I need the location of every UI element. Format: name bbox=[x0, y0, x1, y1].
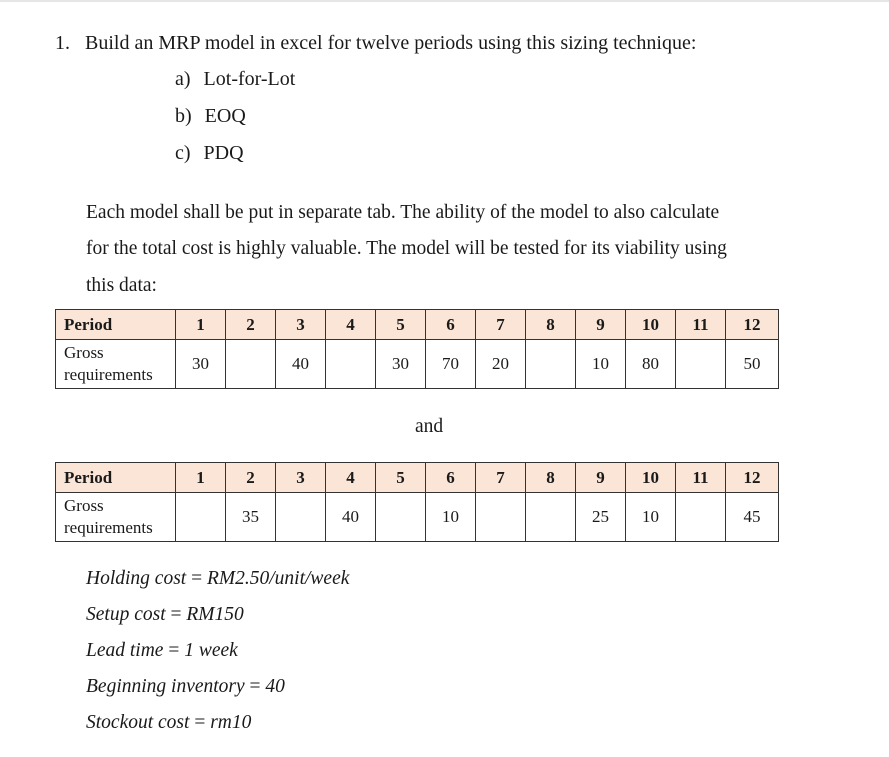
requirement-cell bbox=[376, 493, 426, 542]
gross-label-line-2: requirements bbox=[64, 518, 153, 537]
and-connector: and bbox=[415, 416, 444, 437]
period-cell: 11 bbox=[676, 463, 726, 493]
table-1-period-row bbox=[56, 310, 779, 340]
question-text: Build an MRP model in excel for twelve periods using this sizing technique: bbox=[85, 32, 697, 54]
period-cell: 4 bbox=[326, 310, 376, 340]
requirement-cell bbox=[276, 493, 326, 542]
period-cell: 9 bbox=[576, 463, 626, 493]
period-label: Period bbox=[56, 310, 176, 340]
equals-sign: = bbox=[191, 568, 203, 589]
requirement-cell bbox=[476, 493, 526, 542]
requirement-cell: 20 bbox=[476, 340, 526, 389]
option-a bbox=[175, 68, 295, 91]
gross-requirements-label bbox=[56, 493, 176, 542]
question-heading bbox=[55, 32, 696, 55]
requirement-cell: 40 bbox=[276, 340, 326, 389]
beginning-inventory-value: 40 bbox=[265, 676, 285, 697]
requirement-cell: 10 bbox=[426, 493, 476, 542]
period-cell: 2 bbox=[226, 310, 276, 340]
period-cell: 2 bbox=[226, 463, 276, 493]
option-a-marker: a) bbox=[175, 68, 191, 90]
requirement-cell: 30 bbox=[176, 340, 226, 389]
setup-cost-name: Setup cost bbox=[86, 604, 166, 625]
period-cell: 6 bbox=[426, 463, 476, 493]
requirement-cell bbox=[526, 340, 576, 389]
requirement-cell: 25 bbox=[576, 493, 626, 542]
stockout-cost-name: Stockout cost bbox=[86, 712, 190, 733]
equals-sign: = bbox=[168, 640, 180, 661]
stockout-cost-value: rm10 bbox=[210, 712, 252, 733]
gross-requirements-label bbox=[56, 340, 176, 389]
option-c-label: PDQ bbox=[203, 142, 244, 164]
period-cell: 6 bbox=[426, 310, 476, 340]
period-cell: 1 bbox=[176, 463, 226, 493]
table-2-gross-requirements-row bbox=[56, 493, 779, 542]
requirement-cell: 10 bbox=[626, 493, 676, 542]
period-cell: 10 bbox=[626, 310, 676, 340]
equals-sign: = bbox=[194, 712, 206, 733]
beginning-inventory-name: Beginning inventory bbox=[86, 676, 245, 697]
option-c-marker: c) bbox=[175, 142, 191, 164]
period-cell: 11 bbox=[676, 310, 726, 340]
gross-requirements-table-1 bbox=[55, 309, 779, 389]
period-cell: 12 bbox=[726, 463, 779, 493]
requirement-cell bbox=[326, 340, 376, 389]
holding-cost bbox=[86, 568, 349, 590]
requirement-cell bbox=[226, 340, 276, 389]
option-b-marker: b) bbox=[175, 105, 192, 127]
requirement-cell: 40 bbox=[326, 493, 376, 542]
paragraph-line-3: this data: bbox=[86, 275, 157, 296]
requirement-cell bbox=[176, 493, 226, 542]
equals-sign: = bbox=[170, 604, 182, 625]
paragraph-line-1: Each model shall be put in separate tab. The ability of the model to also calculate bbox=[86, 202, 720, 223]
lead-time bbox=[86, 640, 238, 662]
lead-time-value: 1 week bbox=[184, 640, 238, 661]
requirement-cell: 30 bbox=[376, 340, 426, 389]
page-top-border bbox=[0, 0, 889, 2]
gross-label-line-1: Gross bbox=[64, 496, 104, 515]
period-cell: 1 bbox=[176, 310, 226, 340]
question-number: 1. bbox=[55, 32, 70, 54]
stockout-cost bbox=[86, 712, 251, 734]
option-b bbox=[175, 105, 246, 128]
option-a-label: Lot-for-Lot bbox=[203, 68, 296, 90]
option-b-label: EOQ bbox=[204, 105, 246, 127]
period-cell: 7 bbox=[476, 463, 526, 493]
gross-label-line-2: requirements bbox=[64, 365, 153, 384]
requirement-cell bbox=[526, 493, 576, 542]
requirement-cell: 35 bbox=[226, 493, 276, 542]
holding-cost-name: Holding cost bbox=[86, 568, 187, 589]
setup-cost bbox=[86, 604, 244, 626]
equals-sign: = bbox=[249, 676, 261, 697]
requirement-cell: 10 bbox=[576, 340, 626, 389]
period-cell: 8 bbox=[526, 310, 576, 340]
requirement-cell: 50 bbox=[726, 340, 779, 389]
table-2-period-row bbox=[56, 463, 779, 493]
requirement-cell bbox=[676, 493, 726, 542]
requirement-cell: 70 bbox=[426, 340, 476, 389]
option-c bbox=[175, 142, 244, 165]
period-cell: 12 bbox=[726, 310, 779, 340]
holding-cost-value: RM2.50/unit/week bbox=[206, 568, 350, 589]
beginning-inventory bbox=[86, 676, 285, 698]
period-cell: 3 bbox=[276, 463, 326, 493]
period-cell: 5 bbox=[376, 463, 426, 493]
gross-label-line-1: Gross bbox=[64, 343, 104, 362]
period-cell: 9 bbox=[576, 310, 626, 340]
period-cell: 5 bbox=[376, 310, 426, 340]
period-cell: 10 bbox=[626, 463, 676, 493]
setup-cost-value: RM150 bbox=[186, 604, 244, 625]
requirement-cell bbox=[676, 340, 726, 389]
period-label: Period bbox=[56, 463, 176, 493]
lead-time-name: Lead time bbox=[86, 640, 164, 661]
table-1-gross-requirements-row bbox=[56, 340, 779, 389]
period-cell: 3 bbox=[276, 310, 326, 340]
period-cell: 4 bbox=[326, 463, 376, 493]
period-cell: 8 bbox=[526, 463, 576, 493]
requirement-cell: 80 bbox=[626, 340, 676, 389]
paragraph-line-2: for the total cost is highly valuable. The model will be tested for its viability using bbox=[86, 238, 727, 259]
gross-requirements-table-2 bbox=[55, 462, 779, 542]
period-cell: 7 bbox=[476, 310, 526, 340]
requirement-cell: 45 bbox=[726, 493, 779, 542]
